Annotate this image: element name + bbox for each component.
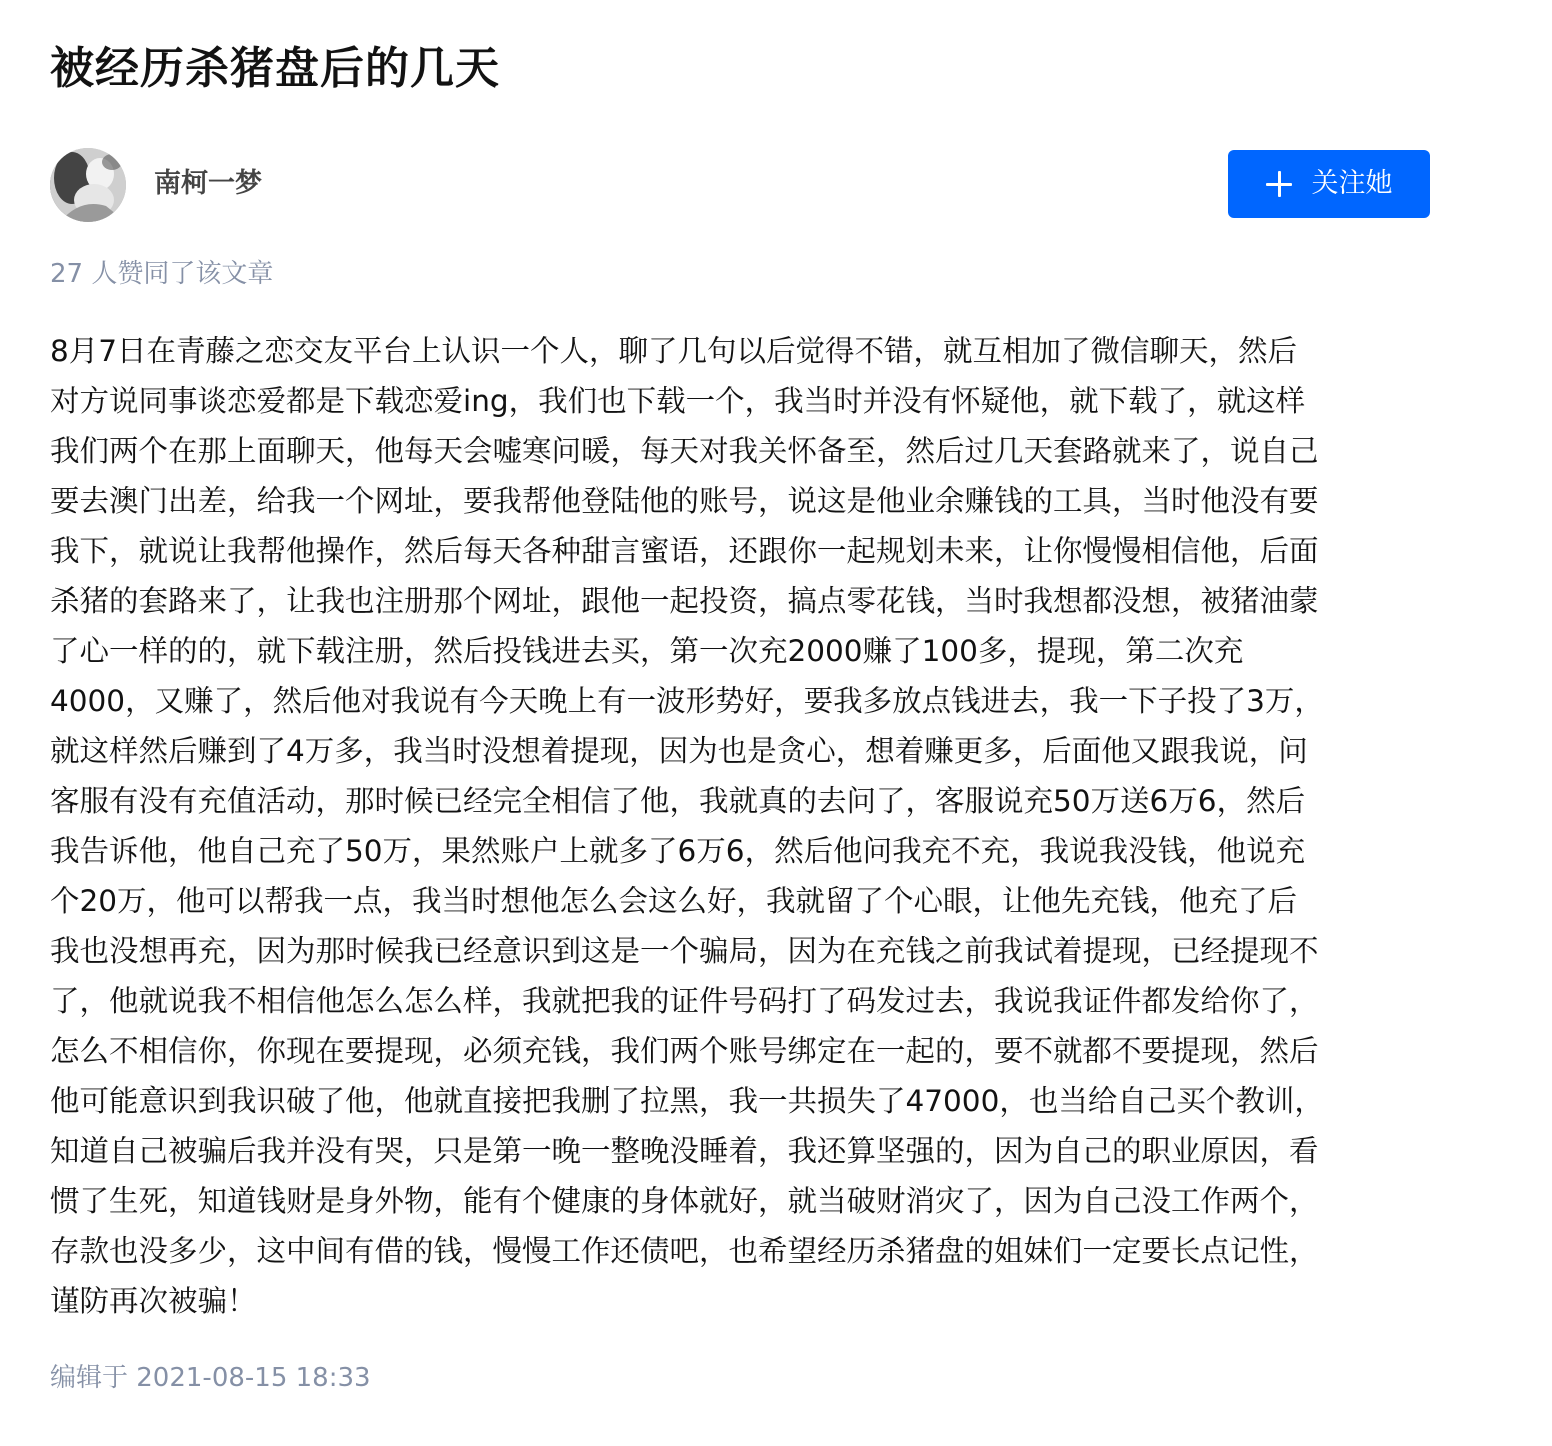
article-content [50, 326, 1430, 1326]
edit-timestamp: 编辑于 2021-08-15 18:33 [50, 1363, 371, 1393]
content-line: 我下，就说让我帮他操作，然后每天各种甜言蜜语，还跟你一起规划未来，让你慢慢相信他，后面 [50, 534, 1319, 568]
content-line: 要去澳门出差，给我一个网址，要我帮他登陆他的账号，说这是他业余赚钱的工具，当时他没有要 [50, 484, 1319, 518]
follow-button[interactable] [1228, 150, 1430, 218]
content-line: 谨防再次被骗！ [50, 1284, 257, 1318]
content-line: 个20万，他可以帮我一点，我当时想他怎么会这么好，我就留了个心眼，让他先充钱，他充了后 [50, 884, 1298, 918]
content-line: 怎么不相信你，你现在要提现，必须充钱，我们两个账号绑定在一起的，要不就都不要提现，然后 [50, 1034, 1319, 1068]
author-avatar[interactable] [50, 148, 126, 222]
content-line: 了，他就说我不相信他怎么怎么样，我就把我的证件号码打了码发过去，我说我证件都发给你了， [50, 984, 1319, 1018]
content-line: 8月7日在青藤之恋交友平台上认识一个人，聊了几句以后觉得不错，就互相加了微信聊天，然后 [50, 334, 1298, 368]
content-line: 惯了生死，知道钱财是身外物，能有个健康的身体就好，就当破财消灾了，因为自己没工作两个， [50, 1184, 1319, 1218]
author-name[interactable]: 南柯一梦 [154, 168, 262, 199]
content-line: 对方说同事谈恋爱都是下载恋爱ing，我们也下载一个，我当时并没有怀疑他，就下载了，就这样 [50, 384, 1306, 418]
content-line: 我也没想再充，因为那时候我已经意识到这是一个骗局，因为在充钱之前我试着提现，已经提现不 [50, 934, 1319, 968]
content-line: 存款也没多少，这中间有借的钱，慢慢工作还债吧，也希望经历杀猪盘的姐妹们一定要长点记性， [50, 1234, 1319, 1268]
content-line: 4000，又赚了，然后他对我说有今天晚上有一波形势好，要我多放点钱进去，我一下子投了3万， [50, 684, 1324, 718]
content-line: 杀猪的套路来了，让我也注册那个网址，跟他一起投资，搞点零花钱，当时我想都没想，被猪油蒙 [50, 584, 1319, 618]
content-line: 客服有没有充值活动，那时候已经完全相信了他，我就真的去问了，客服说充50万送6万6，然后 [50, 784, 1306, 818]
likes-count: 27 人赞同了该文章 [50, 259, 274, 289]
article-title: 被经历杀猪盘后的几天 [50, 43, 500, 94]
avatar-photo-icon [50, 148, 126, 222]
content-line: 我们两个在那上面聊天，他每天会嘘寒问暖，每天对我关怀备至，然后过几天套路就来了，说自己 [50, 434, 1319, 468]
content-line: 了心一样的的，就下载注册，然后投钱进去买，第一次充2000赚了100多，提现，第二次充 [50, 634, 1244, 668]
content-line: 就这样然后赚到了4万多，我当时没想着提现，因为也是贪心，想着赚更多，后面他又跟我说，问 [50, 734, 1308, 768]
follow-button-label: 关注她 [1311, 168, 1393, 199]
content-line: 知道自己被骗后我并没有哭，只是第一晚一整晚没睡着，我还算坚强的，因为自己的职业原因，看 [50, 1134, 1319, 1168]
content-line: 他可能意识到我识破了他，他就直接把我删了拉黑，我一共损失了47000，也当给自己买个教训， [50, 1084, 1324, 1118]
author-info [50, 148, 1430, 222]
content-line: 我告诉他，他自己充了50万，果然账户上就多了6万6，然后他问我充不充，我说我没钱，他说充 [50, 834, 1306, 868]
plus-icon [1266, 171, 1292, 197]
